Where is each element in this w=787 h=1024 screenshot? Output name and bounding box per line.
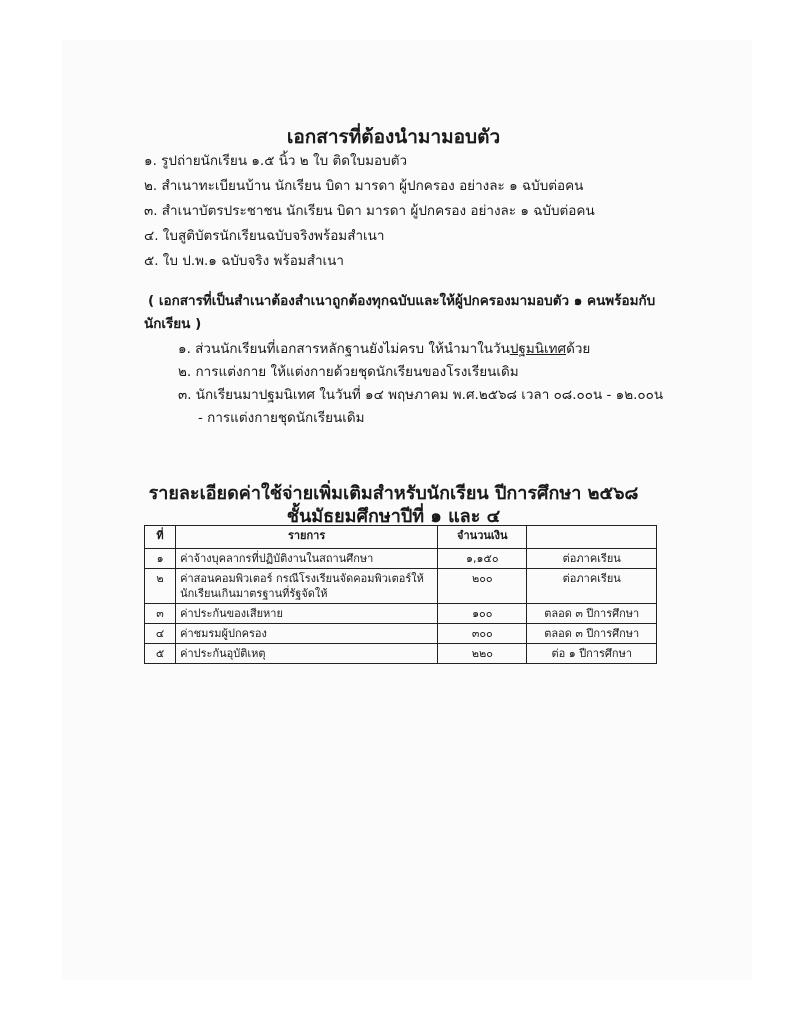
list-item: ๕. ใบ ป.พ.๑ ฉบับจริง พร้อมสำเนา [144, 253, 344, 269]
sub-item-3: ๓. นักเรียนมาปฐมนิเทศ ในวันที่ ๑๔ พฤษภาคม พ.ศ.๒๕๖๘ เวลา ๐๘.๐๐น - ๑๒.๐๐น [178, 387, 664, 403]
row-no: ๑ [145, 549, 176, 569]
document-title: เอกสารที่ต้องนำมามอบตัว [286, 126, 501, 148]
sub-item-2: ๒. การแต่งกาย ให้แต่งกายด้วยชุดนักเรียนของโรงเรียนเดิม [178, 364, 519, 380]
row-item: ค่าชมรมผู้ปกครอง [176, 624, 438, 644]
list-item: ๔. ใบสูติบัตรนักเรียนฉบับจริงพร้อมสำเนา [144, 228, 385, 244]
header-item: รายการ [176, 526, 438, 549]
sub-item-1-underlined: ปฐมนิเทศ [509, 341, 567, 357]
note-line: ( เอกสารที่เป็นสำเนาต้องสำเนาถูกต้องทุกฉบับและให้ผู้ปกครองมามอบตัว ๑ คนพร้อมกับ [148, 293, 656, 309]
table-row [145, 604, 657, 624]
sub-item-3-detail: - การแต่งกายชุดนักเรียนเดิม [198, 410, 365, 426]
row-no: ๕ [145, 644, 176, 664]
row-no: ๒ [145, 569, 176, 604]
row-note: ต่อ ๑ ปีการศึกษา [527, 644, 657, 664]
row-amount: ๑๐๐ [438, 604, 527, 624]
row-note: ตลอด ๓ ปีการศึกษา [527, 624, 657, 644]
row-amount: ๒๒๐ [438, 644, 527, 664]
row-note: ตลอด ๓ ปีการศึกษา [527, 604, 657, 624]
row-no: ๔ [145, 624, 176, 644]
note-line: นักเรียน ) [144, 316, 202, 332]
row-item: ค่าประกันอุบัติเหตุ [176, 644, 438, 664]
row-note: ต่อภาคเรียน [527, 549, 657, 569]
table-row [145, 549, 657, 569]
list-item: ๑. รูปถ่ายนักเรียน ๑.๕ นิ้ว ๒ ใบ ติดใบมอบตัว [144, 153, 408, 169]
table-header-row [145, 526, 657, 549]
table-row [145, 569, 657, 604]
row-item: ค่าประกันของเสียหาย [176, 604, 438, 624]
header-amount: จำนวนเงิน [438, 526, 527, 549]
cost-title: รายละเอียดค่าใช้จ่ายเพิ่มเติมสำหรับนักเรียน ปีการศึกษา ๒๕๖๘ [148, 483, 639, 504]
row-amount: ๓๐๐ [438, 624, 527, 644]
row-no: ๓ [145, 604, 176, 624]
header-note [527, 526, 657, 549]
sub-item-1-suffix: ด้วย [566, 341, 591, 357]
list-item: ๒. สำเนาทะเบียนบ้าน นักเรียน บิดา มารดา ผู้ปกครอง อย่างละ ๑ ฉบับต่อคน [144, 178, 584, 194]
row-item: ค่าสอนคอมพิวเตอร์ กรณีโรงเรียนจัดคอมพิวเตอร์ให้นักเรียนเกินมาตรฐานที่รัฐจัดให้ [176, 569, 438, 604]
row-amount: ๑,๑๕๐ [438, 549, 527, 569]
cost-subtitle: ชั้นมัธยมศึกษาปีที่ ๑ และ ๔ [286, 506, 501, 527]
row-note: ต่อภาคเรียน [527, 569, 657, 604]
row-amount: ๒๐๐ [438, 569, 527, 604]
cost-table [144, 525, 657, 664]
header-no: ที่ [145, 526, 176, 549]
table-row [145, 644, 657, 664]
list-item: ๓. สำเนาบัตรประชาชน นักเรียน บิดา มารดา ผู้ปกครอง อย่างละ ๑ ฉบับต่อคน [144, 203, 595, 219]
sub-item-1-prefix: ๑. ส่วนนักเรียนที่เอกสารหลักฐานยังไม่ครบ ให้นำมาในวัน [178, 341, 510, 357]
sub-item-1 [178, 340, 590, 358]
table-row [145, 624, 657, 644]
row-item: ค่าจ้างบุคลากรที่ปฏิบัติงานในสถานศึกษา [176, 549, 438, 569]
